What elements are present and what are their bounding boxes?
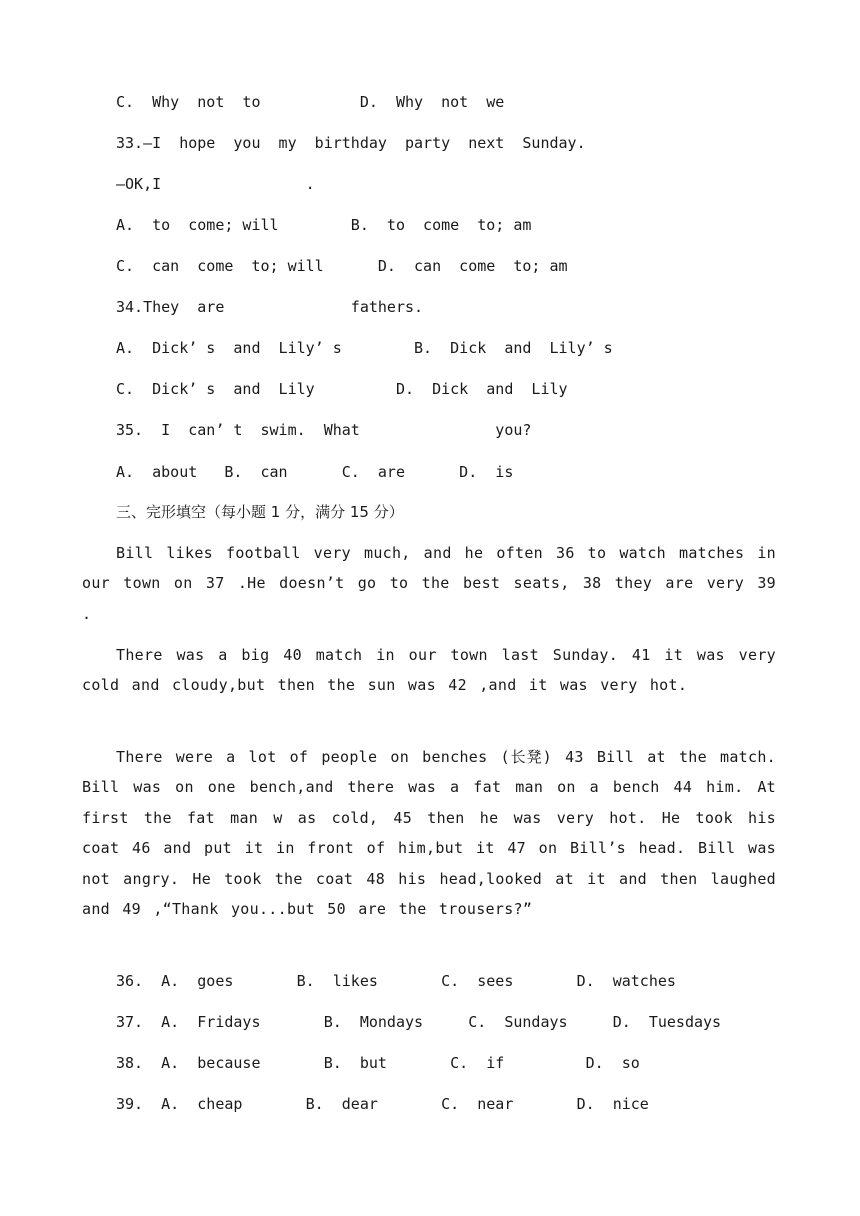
q35-options: A. about B. can C. are D. is (116, 463, 514, 481)
q36-options: 36. A. goes B. likes C. sees D. watches (116, 972, 676, 990)
q34-options-cd: C. Dick’ s and Lily D. Dick and Lily (116, 380, 568, 398)
passage-paragraph-1: Bill likes football very much, and he often 36 to watch matches in our town on 37 .He doesn’t go to the best seats, 38 they are very 39 . (82, 544, 776, 623)
q35-stem: 35. I can’ t swim. What you? (116, 421, 532, 439)
q34-stem: 34.They are fathers. (116, 298, 424, 316)
q38-options: 38. A. because B. but C. if D. so (116, 1054, 640, 1072)
passage-paragraph-2: There was a big 40 match in our town last Sunday. 41 it was very cold and cloudy,but then the sun was 42 ,and it was very hot. (82, 646, 776, 695)
q33-options-ab: A. to come; will B. to come to; am (116, 216, 532, 234)
q33-options-cd: C. can come to; will D. can come to; am (116, 257, 568, 275)
q32-options-cd: C. Why not to D. Why not we (116, 93, 505, 111)
q33-stem: 33.—I hope you my birthday party next Sunday. (116, 134, 586, 152)
q33-reply: —OK,I . (116, 175, 315, 193)
passage-paragraph-3: There were a lot of people on benches (长凳) 43 Bill at the match. Bill was on one bench,and there was a fat man on a bench 44 him. At first the fat man w as cold, 45 then he was very hot. He took his coat 46 and put it in front of him,but it 47 on Bill’s head. Bill was not angry. He took the coat 48 his head,looked at it and then laughed and 49 ,“Thank you...but 50 are the trousers?” (82, 748, 776, 919)
q39-options: 39. A. cheap B. dear C. near D. nice (116, 1095, 649, 1113)
section-3-heading: 三、完形填空（每小题 1 分，满分 15 分） (116, 503, 404, 521)
q37-options: 37. A. Fridays B. Mondays C. Sundays D. Tuesdays (116, 1013, 722, 1031)
q34-options-ab: A. Dick’ s and Lily’ s B. Dick and Lily’ s (116, 339, 613, 357)
